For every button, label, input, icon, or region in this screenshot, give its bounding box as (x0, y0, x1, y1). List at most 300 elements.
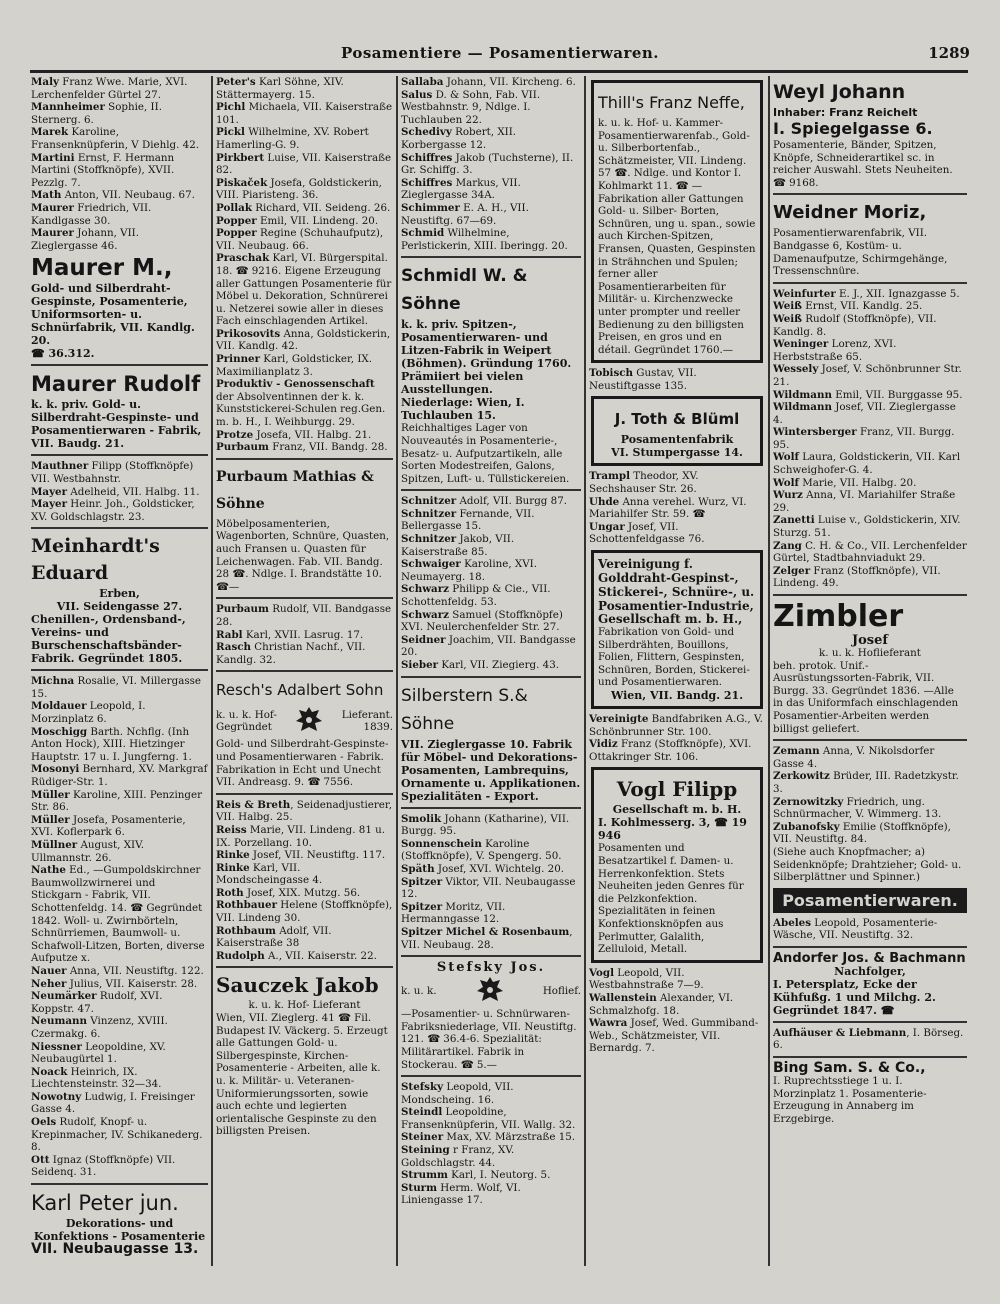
entry-details: E. J., XII. Ignazgasse 5. (835, 287, 960, 300)
entry-list (31, 76, 208, 252)
entry-name: Praschak (216, 252, 270, 265)
entry-list (589, 713, 765, 763)
entry-details: Emilie (Stoffknöpfe), VII. Neustiftg. 84. (773, 820, 951, 846)
entry-details: Anna, VI. Mariahilfer Straße 29. (773, 489, 956, 514)
divider (31, 454, 208, 456)
entry-name: Rinke (216, 849, 250, 862)
list-item (31, 202, 208, 227)
entry-details: Viktor, VII. Neubaugasse 12. (401, 875, 576, 901)
entry-details: Moritz, VII. Hermanngasse 12. (401, 900, 506, 926)
list-item (401, 926, 581, 951)
ad-first: Josef (851, 633, 888, 648)
ad-name: Meinhardt's Eduard (31, 535, 160, 585)
entry-name: Weinfurter (773, 287, 836, 300)
entry-details: Josefa, VII. Halbg. 21. (253, 428, 372, 441)
entry-name: Uhde (589, 495, 620, 508)
entry-name: Zerkowitz (773, 770, 830, 783)
divider (31, 527, 208, 529)
page-header (30, 44, 970, 70)
header-rule (30, 70, 968, 73)
entry-name: Pickl (216, 126, 245, 139)
list-item (31, 76, 208, 101)
entry-list (589, 367, 765, 392)
entry-details: Leopold, Posamenterie-Wäsche, VII. Neustiftg. 32. (773, 916, 938, 942)
list-item (31, 101, 208, 126)
list-item (216, 101, 393, 126)
list-item (773, 514, 967, 539)
entry-details: Barth. Nchflg. (Inh Anton Hock), XIII. Hietzinger Hauptstr. 17 u. I. Jungferng. 1. (31, 725, 192, 763)
ad-text: k. k. priv. Spitzen-, Posamentierwaren- und Litzen-Fabrik in Weipert (Böhmen). Gründung 1760. Prämiiert bei vielen Ausstellungen. (401, 318, 572, 397)
divider (773, 193, 967, 195)
list-item (401, 89, 581, 127)
list-item (31, 864, 208, 965)
list-item (589, 738, 765, 763)
entry-details: Adolf, VII. Kaiserstraße 38 (216, 924, 332, 950)
list-item (401, 863, 581, 876)
list-item (216, 215, 393, 228)
entry-list (401, 76, 581, 252)
entry-name: Wurz (773, 489, 803, 502)
list-item (401, 838, 581, 863)
ad-owner: Inhaber: Franz Reichelt (773, 106, 918, 119)
entry-name: Purbaum (216, 441, 269, 454)
entry-name: Pichl (216, 101, 246, 114)
list-item (31, 978, 208, 991)
entry-details: Karoline, XVI. Neumayerg. 18. (401, 558, 538, 583)
entry-details: , I. Börseg. 6. (773, 1026, 964, 1052)
entry-name: Müller (31, 813, 70, 826)
ad-sub: Nachfolger, (834, 964, 906, 978)
ad-text: Fabrikation von Gold- und Silberdrähten, Bouillons, Folien, Flittern, Gespinsten, Schnüren, Borden, Stickerei- und Posamentierwaren. (598, 626, 750, 689)
ad-bing (773, 1062, 967, 1125)
entry-details: Josef, Wed. Gummiband-Web., Schätzmeister, VII. Bernardg. 7. (589, 1017, 759, 1055)
entry-name: Spitzer Michel & Rosenbaum (401, 925, 570, 938)
entry-details: Brüder, III. Radetzkystr. 3. (773, 770, 959, 795)
entry-name: Neher (31, 977, 67, 990)
list-item (216, 950, 393, 963)
entry-name: Maurer (31, 227, 74, 240)
entry-details: der Absolventinnen der k. k. Kunststickerei-Schulen reg.Gen. m. b. H., I. Weihburgg. 29. (216, 390, 386, 429)
entry-details: Anna, V. Nikolsdorfer Gasse 4. (773, 745, 935, 770)
entry-list (773, 1027, 967, 1052)
list-item (401, 1182, 581, 1207)
entry-details: Rosalie, VI. Millergasse 15. (31, 675, 201, 700)
ad-name: Silberstern S.& Söhne (401, 685, 528, 734)
ad-name: Vogl Filipp (616, 777, 738, 802)
entry-details: Leopoldine, XV. Neubaugürtel 1. (31, 1040, 166, 1066)
entry-details: Karl, VII. Ziegierg. 43. (438, 659, 560, 671)
list-item (216, 252, 393, 328)
entry-list (589, 967, 765, 1055)
entry-name: Seidner (401, 633, 446, 646)
divider (401, 256, 581, 258)
entry-name: Rinke (216, 861, 250, 874)
entry-name: Wolf (773, 476, 799, 489)
entry-details: Heinr. Joh., Goldsticker, XV. Goldschlagstr. 23. (31, 498, 195, 523)
list-item (401, 1131, 581, 1144)
entry-details: Josef, V. Schönbrunner Str. 21. (773, 363, 962, 388)
list-item (773, 540, 967, 565)
list-item (31, 1015, 208, 1040)
ad-andorfer (773, 952, 967, 1017)
column-1 (28, 76, 211, 1266)
list-item (31, 227, 208, 252)
entry-name: Rothbaum (216, 924, 276, 937)
list-item (216, 441, 393, 454)
divider (216, 793, 393, 795)
entry-name: Protze (216, 428, 254, 441)
list-item (589, 470, 765, 495)
list-item (31, 1041, 208, 1066)
ad-text: Gold- und Silberdraht-Gespinste, Posamenterie, Uniformsorten- u. Schnürfabrik, VII. Kandlg. 20. (31, 282, 195, 348)
entry-name: Strumm (401, 1169, 448, 1182)
entry-details: Friedrich, VII. Kandlgasse 30. (31, 201, 152, 227)
divider (773, 1056, 967, 1058)
list-item (216, 378, 393, 428)
list-item (31, 152, 208, 190)
list-item (216, 824, 393, 849)
entry-name: Pollak (216, 201, 252, 214)
entry-name: Prinner (216, 353, 261, 366)
entry-details: Wilhelmine, Perlstickerin, XIII. Iberingg. 20. (401, 227, 568, 252)
page-title: Posamentiere — Posamentierwaren. (340, 44, 660, 62)
entry-details: r Franz, XV. Goldschlagstr. 44. (401, 1144, 515, 1169)
list-item (401, 533, 581, 558)
ad-text: Posamentierwarenfabrik, VII. Bandgasse 6, Kostüm- u. Damenaufputze, Schirmgehänge, Tressenschnüre. (773, 227, 948, 278)
entry-name: Mayer (31, 498, 68, 511)
list-item (589, 967, 765, 992)
ad-text: Möbelposamenterien, Wagenborten, Schnüre, Quasten, auch Fransen u. Quasten für Leichenwagen. Fab. VII. Bandg. 28 ☎. Ndlge. I. Brandstätte 10. ☎— (216, 517, 390, 593)
list-item (773, 426, 967, 451)
ad-sub: Gesellschaft m. b. H. (612, 803, 742, 817)
list-item (773, 288, 967, 301)
ad-name: Purbaum Mathias & Söhne (216, 468, 374, 512)
entry-details: Leopold, I. Morzinplatz 6. (31, 700, 146, 726)
list-item (401, 1169, 581, 1182)
divider (31, 364, 208, 366)
list-item (216, 887, 393, 900)
entry-details: Anna verehel. Wurz, VI. Mariahilfer Str. 59. ☎ (589, 495, 747, 521)
ad-name: Karl Peter jun. (31, 1191, 179, 1216)
entry-details: Karoline, XIII. Penzinger Str. 86. (31, 788, 202, 814)
entry-name: Purbaum (216, 603, 269, 616)
entry-details: Leopoldine, Fransenknüpferin, VII. Wallg. 32. (401, 1106, 576, 1131)
ad-address: Wien, VII. Bandg. 21. (610, 689, 744, 702)
section-heading: Posamentierwaren. (773, 888, 967, 913)
entry-name: Steindl (401, 1106, 443, 1119)
entry-name: Wawra (589, 1017, 628, 1030)
list-item (216, 429, 393, 442)
list-item (216, 641, 393, 666)
list-item (401, 202, 581, 227)
page-number: 1289 (928, 44, 970, 62)
entry-name: Schnitzer (401, 507, 457, 520)
ad-sub: Erben, (99, 587, 140, 601)
entry-details: Max, XV. Märzstraße 15. (443, 1131, 576, 1144)
entry-list (773, 917, 967, 942)
entry-name: Rudolph (216, 949, 265, 962)
ad-address: VII. Neubaugasse 13. (31, 1241, 199, 1258)
entry-name: Wolf (773, 451, 799, 464)
list-item (401, 76, 581, 89)
list-item (401, 634, 581, 659)
ad-maurer-m (31, 254, 208, 360)
entry-details: Adelheid, VII. Halbg. 11. (67, 485, 200, 498)
ad-weidner (773, 199, 967, 277)
entry-details: Philipp & Cie., VII. Schottenfeldg. 53. (401, 583, 551, 609)
list-item (401, 152, 581, 177)
ad-toth (591, 396, 763, 466)
cross-reference-note: (Siehe auch Knopfmacher; a) Seidenknöpfe; Drahtzieher; Gold- u. Silberplättner und Spinner.) (773, 845, 962, 884)
divider (401, 955, 581, 957)
entry-name: Nauer (31, 964, 67, 977)
entry-details: Vinzenz, XVIII. Czermakg. 6. (31, 1015, 168, 1040)
entry-details: E. A. H., VII. Neustiftg. 67—69. (401, 201, 529, 227)
ad-address: I. Spiegelgasse 6. (773, 119, 933, 138)
entry-name: Zernowitzky (773, 795, 844, 808)
entry-details: Ed., —Gumpoldskirchner Baumwollzwirnerei und Stickgarn - Fabrik, VII. Schottenfeldg. 14. ☎ Gegründet 1842. Woll- u. Zwirnbörteln, Schnürriemen, Baumwoll- u. Schafwoll-Litzen, Borten, diverse Aufputze x. (31, 864, 205, 965)
list-item (31, 189, 208, 202)
entry-list (216, 799, 393, 963)
entry-name: Vereinigte (589, 713, 649, 725)
entry-details: Robert, XII. Korbergasse 12. (401, 126, 517, 151)
ad-name: Resch's Adalbert Sohn (216, 681, 384, 700)
ad-name: Stefsky Jos. (436, 960, 546, 976)
entry-name: Stefsky (401, 1081, 444, 1094)
entry-details: Karoline (Stoffknöpfe), V. Spengerg. 50. (401, 837, 562, 863)
list-item (401, 1144, 581, 1169)
list-item (216, 353, 393, 378)
entry-name: Sallaba (401, 76, 444, 88)
list-item (31, 763, 208, 788)
ad-phone: ☎ 36.312. (31, 347, 95, 361)
ad-name: Andorfer Jos. & Bachmann (773, 950, 966, 966)
entry-name: Math (31, 189, 62, 202)
entry-details: Rudolf (Stoffknöpfe), VII. Kandlg. 8. (773, 312, 937, 338)
ad-left: k. u. k. (401, 984, 437, 997)
ad-left-2: Gegründet (216, 721, 272, 734)
entry-name: Smolik (401, 812, 442, 825)
list-item (401, 177, 581, 202)
entry-name: Prikosovits (216, 327, 281, 340)
entry-details: Bernhard, XV. Markgraf Rüdiger-Str. 1. (31, 763, 208, 789)
divider (31, 669, 208, 671)
entry-details: Regine (Schuhaufputz), VII. Neubaug. 66. (216, 227, 384, 252)
entry-name: Pirkbert (216, 151, 265, 164)
entry-name: Reiss (216, 823, 247, 836)
entry-name: Zelger (773, 564, 811, 577)
entry-name: Maurer (31, 201, 74, 214)
entry-name: Spitzer (401, 900, 443, 913)
entry-details: Emil, VII. Lindeng. 20. (256, 214, 379, 227)
list-item (31, 965, 208, 978)
divider (401, 1075, 581, 1077)
entry-name: Piskaček (216, 176, 268, 189)
entry-name: Salus (401, 88, 433, 101)
list-item (216, 177, 393, 202)
entry-details: Karl, VI. Bürgerspital. 18. ☎ 9216. Eigene Erzeugung aller Gattungen Posamenterie für Möbel u. Dekoration, Schnürerei u. Netzerei sowie aller in dieses Fach einschlagenden Artikel. (216, 252, 392, 328)
ad-name: Bing Sam. S. & Co., (773, 1060, 926, 1077)
ad-text: k. k. priv. Gold- u. Silberdraht-Gespinste- und Posamentierwaren - Fabrik, VII. Baudg. 21. (31, 398, 202, 451)
ad-maurer-rudolf (31, 370, 208, 450)
list-item (31, 700, 208, 725)
divider (401, 807, 581, 809)
divider (773, 739, 967, 741)
ad-text: k. u. k. Hof- u. Kammer-Posamentierwarenfab., Gold- u. Silberbortenfab., Schätzmeister, VII. Lindeng. 57 ☎. Ndlge. und Kontor I. Kohlmarkt 11. ☎ —Fabrikation aller Gattungen Gold- u. Silber- Borten, Schnüren, ung u. span., sowie auch Kirchen-Spitzen, Fransen, Quasten, Gespinsten in Strähnchen und Spulen; ferner aller Posamentierarbeiten für Militär- u. Kirchenzwecke unter prompter und reeller Bedienung zu den billigsten Preisen, en gros und en détail. Gegründet 1760.— (598, 117, 756, 356)
ad-name: Vereinigung f. Golddraht-Gespinst-, Stickerei-, Schnüre-, u. Posamentier-Industrie, (598, 557, 755, 614)
list-item (216, 862, 393, 887)
entry-details: Marie, VII. Lindeng. 81 u. IX. Porzellang. 10. (216, 823, 386, 849)
entry-details: Jakob, VII. Kaiserstraße 85. (401, 533, 515, 558)
column-4 (586, 76, 768, 1266)
entry-name: Wintersberger (773, 426, 857, 439)
entry-details: Ignaz (Stoffknöpfe) VII. Seidenq. 31. (31, 1153, 176, 1179)
entry-details: Anna, VII. Neustiftg. 122. (66, 964, 204, 977)
list-item (773, 565, 967, 590)
entry-details: Rudolf, VII. Bandgasse 28. (216, 603, 392, 628)
entry-list (589, 470, 765, 546)
entry-name: Moschigg (31, 725, 88, 738)
entry-details: Karoline, Fransenknüpferin, V Diehlg. 42. (31, 126, 200, 151)
entry-details: Lorenz, XVI. Herbststraße 65. (773, 338, 897, 363)
entry-name: Wallenstein (589, 991, 657, 1004)
entry-list (31, 675, 208, 1179)
list-item (401, 1081, 581, 1106)
divider (31, 1183, 208, 1185)
list-item (589, 713, 765, 738)
divider (216, 966, 393, 968)
entry-name: Mosonyi (31, 763, 80, 776)
entry-details: , VII. Neubaug. 28. (401, 925, 573, 951)
ad-name: Weidner Moriz, (773, 202, 927, 224)
entry-details: Josefa, Goldstickerin, VIII. Piaristeng. 36. (216, 176, 382, 202)
eagle-crest-icon (473, 974, 507, 1008)
list-item (31, 839, 208, 864)
ad-line: k. u. k. Hof- Lieferant (248, 999, 361, 1012)
entry-details: Franz, VII. Bandg. 28. (268, 441, 388, 454)
entry-details: Josefa, Posamenterie, XVI. Koflerpark 6. (31, 813, 186, 839)
ad-purbaum (216, 464, 393, 594)
entry-details: Karl Söhne, XIV. Stättermayerg. 15. (216, 76, 344, 101)
ad-text-2: Reichhaltiges Lager von Nouveautés in Posamenterie-, Besatz- u. Aufputzartikeln, alle Sorten Modestreifen, Galons, Spitzen, Luft- u. Tüllstickereien. (401, 422, 570, 485)
entry-details: Heinrich, IX. Liechtensteinstr. 32—34. (31, 1065, 162, 1091)
entry-details: August, XIV. Ullmannstr. 26. (31, 839, 145, 864)
list-item (773, 821, 967, 846)
entry-name: Maly (31, 76, 59, 88)
ad-meinhardt (31, 533, 208, 665)
ad-vereinigung (591, 550, 763, 709)
list-item (216, 152, 393, 177)
list-item (401, 609, 581, 634)
entry-name: Mannheimer (31, 101, 105, 114)
list-item (401, 227, 581, 252)
ad-text: beh. protok. Unif.-Ausrüstungssorten-Fabrik, VII. Burgg. 33. Gegründet 1836. —Alle in das Uniformfach einschlagenden Posamentier-Arbeiten werden billigst geliefert. (773, 659, 959, 735)
entry-name: Abeles (773, 916, 811, 929)
ad-text: Gold- und Silberdraht-Gespinste- und Posamentierwaren - Fabrik. Fabrikation in Echt und Unecht VII. Andreasg. 9. ☎ 7556. (216, 738, 389, 789)
entry-list (401, 813, 581, 952)
entry-details: C. H. & Co., VII. Lerchenfelder Gürtel, Stadtbahnviadukt 29. (773, 539, 967, 565)
divider (773, 946, 967, 948)
ad-gesell: Gesellschaft m. b. H., (598, 612, 743, 627)
list-item (773, 451, 967, 476)
list-item (773, 389, 967, 402)
divider (216, 458, 393, 460)
entry-name: Schiffres (401, 151, 453, 164)
list-item (589, 367, 765, 392)
entry-details: Fernande, VII. Bellergasse 15. (401, 507, 535, 533)
list-item (216, 849, 393, 862)
entry-details: Adolf, VII. Burgg 87. (456, 495, 568, 508)
list-item (216, 899, 393, 924)
list-item (31, 1154, 208, 1179)
entry-name: Wessely (773, 363, 819, 376)
column-3 (398, 76, 584, 1266)
ad-vogl (591, 767, 763, 962)
entry-name: Nowotny (31, 1090, 82, 1103)
entry-name: Weninger (773, 338, 829, 351)
ad-name: Weyl Johann (773, 81, 906, 103)
list-item (589, 1017, 765, 1055)
entry-name: Oels (31, 1116, 57, 1129)
entry-details: Karl, I. Neutorg. 5. (447, 1169, 551, 1182)
entry-details: Leopold, VII. Westbahnstraße 7—9. (589, 966, 704, 992)
ad-name: Thill's Franz Neffe, (598, 93, 745, 112)
column-2 (213, 76, 396, 1266)
entry-details: Richard, VII. Seideng. 26. (251, 201, 391, 214)
entry-name: Neumärker (31, 990, 97, 1003)
entry-details: Rudolf, XVI. Koppstr. 47. (31, 990, 163, 1015)
list-item (773, 313, 967, 338)
list-item (31, 990, 208, 1015)
ad-right-2: 1839. (363, 721, 393, 734)
entry-name: Spitzer (401, 875, 443, 888)
ad-text: Dekorations- und Konfektions - Posamenterie (33, 1217, 206, 1244)
ad-name: Maurer M., (31, 255, 173, 282)
list-item (773, 300, 967, 313)
entry-details: Johann, VII. Kircheng. 6. (443, 76, 576, 88)
list-item (216, 202, 393, 215)
entry-details: Sophie, II. Sternerg. 6. (31, 101, 162, 126)
ad-resch (216, 676, 393, 788)
list-item (216, 629, 393, 642)
entry-details: Michaela, VII. Kaiserstraße 101. (216, 101, 393, 126)
entry-details: Ludwig, I. Freisinger Gasse 4. (31, 1090, 195, 1116)
ad-name: Maurer Rudolf (31, 372, 201, 397)
list-item (773, 745, 967, 770)
ad-silberstern (401, 682, 581, 803)
list-item (216, 799, 393, 824)
divider (216, 597, 393, 599)
entry-name: Aufhäuser & Liebmann (773, 1026, 907, 1039)
entry-name: Ungar (589, 520, 625, 533)
entry-list (401, 495, 581, 671)
entry-name: Vogl (589, 966, 615, 979)
list-item (773, 477, 967, 490)
ad-zimbler (773, 600, 967, 735)
entry-details: Josef, VII. Schottenfeldgasse 76. (589, 520, 705, 546)
entry-name: Steiner (401, 1131, 444, 1144)
list-item (589, 521, 765, 546)
entry-details: Filipp (Stoffknöpfe) VII. Westbahnstr. (31, 460, 194, 485)
entry-details: Johann, VII. Zieglergasse 46. (31, 227, 139, 252)
ad-schmidl (401, 262, 581, 485)
entry-details: Marie, VII. Halbg. 20. (798, 476, 917, 489)
list-item (773, 489, 967, 514)
entry-details: Julius, VII. Kaiserstr. 28. (66, 977, 198, 990)
ad-thill (591, 80, 763, 363)
list-item (773, 338, 967, 363)
entry-name: Schwaiger (401, 558, 461, 571)
